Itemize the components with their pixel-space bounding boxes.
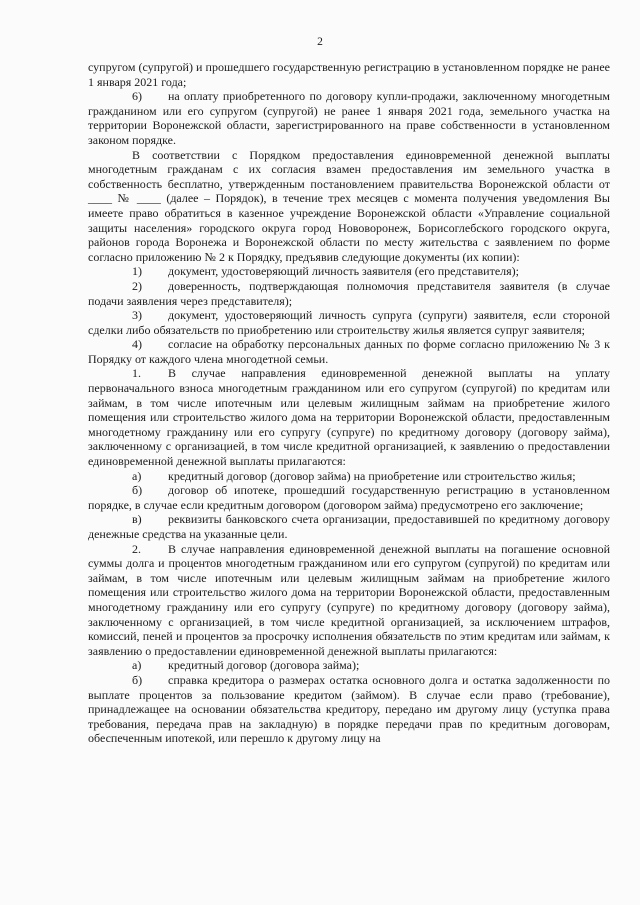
list-item-label: 1) xyxy=(132,264,142,279)
list-item-label: 4) xyxy=(132,337,142,352)
list-item-text: реквизиты банковского счета организации, предоставившей по кредитному договору денежные средства на указанные цели. xyxy=(88,512,610,541)
paragraph xyxy=(88,148,610,265)
list-item-text: документ, удостоверяющий личность заявителя (его представителя); xyxy=(168,264,519,279)
list-item-text: на оплату приобретенного по договору купли-продажи, заключенному многодетным гражданином или его супругом (супругой) не ранее 1 января 2021 года, земельного участка на территории Воронежской области, зарегистрированного на праве собственности в установленном законом порядке. xyxy=(88,89,610,147)
numbered-section xyxy=(88,366,610,468)
list-item xyxy=(88,512,610,541)
document-body xyxy=(88,60,610,746)
list-item-label: а) xyxy=(132,468,142,483)
list-item-label: 6) xyxy=(132,89,142,104)
list-item-text: кредитный договор (договора займа); xyxy=(168,658,360,673)
section-number: 1. xyxy=(132,366,141,381)
list-item-text: согласие на обработку персональных данных по форме согласно приложению № 3 к Порядку от каждого члена многодетной семьи. xyxy=(88,337,610,366)
list-item-text: доверенность, подтверждающая полномочия представителя заявителя (в случае подачи заявления через представителя); xyxy=(88,278,610,308)
list-item xyxy=(88,337,610,366)
list-item-label: б) xyxy=(132,672,143,687)
list-item-text: справка кредитора о размерах остатка основного долга и остатка задолженности по выплате процентов за пользование кредитом (займом). В случае если право (требование), принадлежащее на основании обязательства кредитору, передано им другому лицу (уступка права требования, передача прав на закладную) в порядке передачи прав по кредитным договорам, обеспеченным ипотекой, или перешло к другому лицу на xyxy=(88,672,610,746)
list-item xyxy=(88,89,610,147)
section-number: 2. xyxy=(132,541,141,556)
section-text: В случае направления единовременной денежной выплаты на погашение основной суммы долга и процентов многодетным гражданином или его супругом (супругой) по кредитам или займам, в том числе ипотечным или целевым жилищным займам на приобретение жилого помещения или строительство жилого дома на территории Воронежской области, предоставленным многодетному гражданину или его супругу (супруге) по кредитному договору (договору займа), заключенному с организацией, в том числе кредитной организацией, за исключением штрафов, комиссий, пеней и процентов за просрочку исполнения обязательств по этим кредитам или займам, к заявлению о предоставлении единовременной денежной выплаты прилагаются: xyxy=(88,541,610,658)
list-item xyxy=(88,264,610,279)
list-item-label: а) xyxy=(132,658,142,673)
paragraph-continuation xyxy=(88,60,610,89)
list-item xyxy=(88,673,610,746)
paragraph-text: В соответствии с Порядком предоставления единовременной денежной выплаты многодетным гражданам с их согласия взамен предоставления им земельного участка в собственность бесплатно, утвержденным постановлением правительства Воронежской области от ____ № ____ (далее – Порядок), в течение трех месяцев с момента получения уведомления Вы имеете право обратиться в казенное учреждение Воронежской области «Управление социальной защиты населения» городского округа город Нововоронеж, Борисоглебского городского округа, районов города Воронежа и Воронежской области по месту жительства с заявлением по форме согласно приложению № 2 к Порядку, предъявив следующие документы (их копии): xyxy=(88,147,610,264)
list-item-label: 3) xyxy=(132,308,142,323)
list-item xyxy=(88,483,610,512)
list-item xyxy=(88,658,610,673)
list-item xyxy=(88,308,610,337)
list-item-text: кредитный договор (договор займа) на приобретение или строительство жилья; xyxy=(168,468,576,483)
list-item-text: договор об ипотеке, прошедший государственную регистрацию в установленном порядке, в случае если кредитным договором (договором займа) предусмотрено его заключение; xyxy=(88,483,610,512)
list-item-text: документ, удостоверяющий личность супруга (супруги) заявителя, если стороной сделки либо обязательств по приобретению или строительству жилья является супруг заявителя; xyxy=(88,308,610,337)
section-text: В случае направления единовременной денежной выплаты на уплату первоначального взноса многодетным гражданином или его супругом (супругой) по кредитам или займам, в том числе ипотечным или целевым жилищным займам на приобретение жилого помещения или строительство жилого дома на территории Воронежской области, предоставленным многодетному гражданину или его супругу (супруге) по кредитному договору (договору займа), заключенному с организацией, в том числе кредитной организацией, к заявлению о предоставлении единовременной денежной выплаты прилагаются: xyxy=(88,366,610,469)
list-item-label: 2) xyxy=(132,278,142,293)
list-item-label: б) xyxy=(132,483,143,498)
paragraph-text: супругом (супругой) и прошедшего государственную регистрацию в установленном порядке не ранее 1 января 2021 года; xyxy=(88,60,610,89)
list-item xyxy=(88,279,610,308)
page-number: 2 xyxy=(317,36,323,48)
numbered-section xyxy=(88,542,610,659)
list-item xyxy=(88,469,610,484)
list-item-label: в) xyxy=(132,512,142,527)
